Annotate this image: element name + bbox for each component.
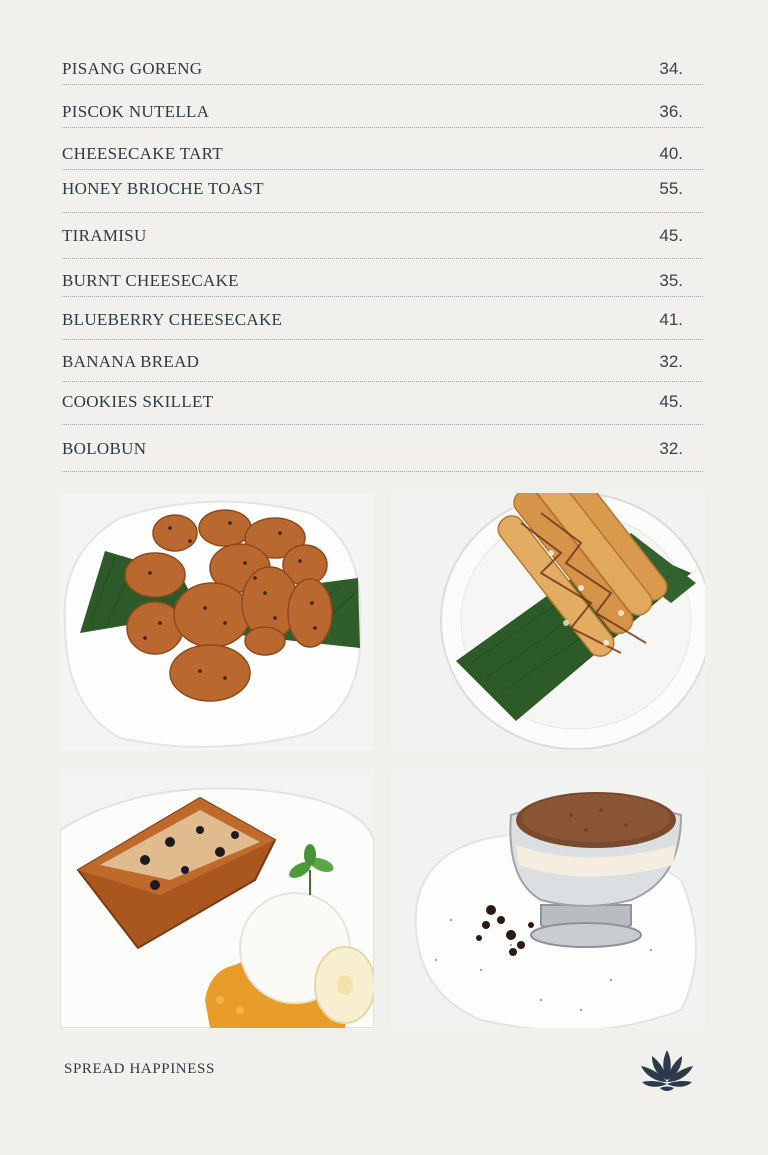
menu-item (62, 424, 703, 472)
menu-item-name: PISCOK NUTELLA (62, 102, 210, 121)
menu-item-price: 32. (659, 352, 683, 371)
lotus-icon (638, 1046, 696, 1094)
menu-item (62, 50, 703, 85)
menu-item-price: 35. (659, 271, 683, 290)
menu-item (62, 339, 703, 382)
menu-item-price: 45. (659, 392, 683, 411)
menu-item (62, 127, 703, 170)
banana-bread-ice-cream-photo (60, 770, 374, 1028)
menu-item (62, 296, 703, 340)
menu-item (62, 212, 703, 259)
fried-banana-fritters-photo (60, 493, 374, 751)
menu-item-name: HONEY BRIOCHE TOAST (62, 179, 264, 198)
menu-item (62, 84, 703, 128)
menu-item-name: CHEESECAKE TART (62, 144, 223, 163)
menu-item-price: 32. (659, 439, 683, 458)
menu-item-name: BOLOBUN (62, 439, 147, 458)
menu-item-name: BLUEBERRY CHEESECAKE (62, 310, 283, 329)
tiramisu-cup-photo (391, 770, 705, 1028)
menu-item (62, 381, 703, 425)
menu-item-name: COOKIES SKILLET (62, 392, 214, 411)
menu-item-name: BANANA BREAD (62, 352, 200, 371)
menu-item (62, 169, 703, 213)
menu-item-name: PISANG GORENG (62, 59, 203, 78)
menu-item-price: 34. (659, 59, 683, 78)
menu-item-price: 45. (659, 226, 683, 245)
footer-tagline: SPREAD HAPPINESS (64, 1061, 215, 1077)
menu-item (62, 258, 703, 297)
menu-item-price: 41. (659, 310, 683, 329)
menu-item-price: 40. (659, 144, 683, 163)
menu-item-name: BURNT CHEESECAKE (62, 271, 239, 290)
menu-item-name: TIRAMISU (62, 226, 147, 245)
menu-item-price: 36. (659, 102, 683, 121)
chocolate-banana-rolls-photo (391, 493, 705, 751)
menu-item-price: 55. (659, 179, 683, 198)
